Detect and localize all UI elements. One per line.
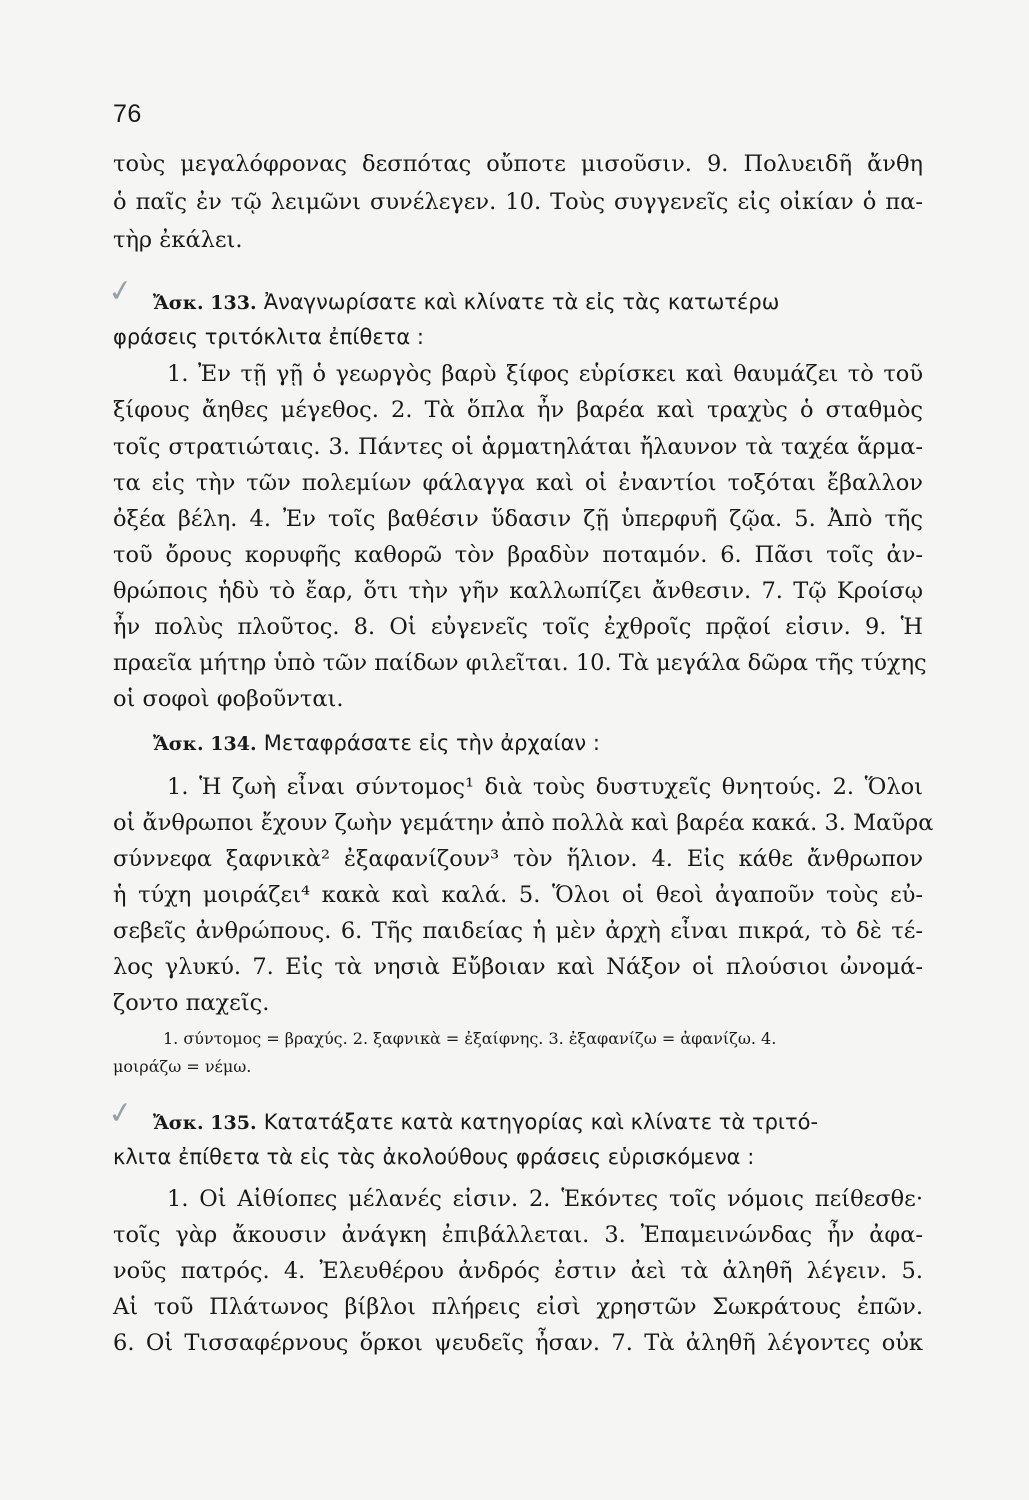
text-line: 1. Οἱ Αἰθίοπες μέλανές εἰσιν. 2. Ἑκόντες τοῖς νόμοις πείθεσθε· xyxy=(167,1186,923,1212)
text-line: πραεῖα μήτηρ ὑπὸ τῶν παίδων φιλεῖται. 10. Τὰ μεγάλα δῶρα τῆς τύχης xyxy=(113,650,927,676)
pencil-check-mark-icon: ✓ xyxy=(105,1094,136,1133)
text-line: θρώποις ἡδὺ τὸ ἔαρ, ὅτι τὴν γῆν καλλωπίζει ἄνθεσιν. 7. Τῷ Κροίσῳ xyxy=(113,578,923,604)
footnote-line: μοιράζω = νέμω. xyxy=(113,1057,252,1076)
text-line: ἦν πολὺς πλοῦτος. 8. Οἱ εὐγενεῖς τοῖς ἐχθροῖς πρᾷοί εἰσιν. 9. Ἡ xyxy=(113,614,923,640)
exercise-133-heading xyxy=(153,283,779,322)
exercise-133-title-cont: φράσεις τριτόκλιτα ἐπίθετα : xyxy=(113,325,424,349)
text-line: τοὺς μεγαλόφρονας δεσπότας οὔποτε μισοῦσιν. 9. Πολυειδῆ ἄνθη xyxy=(113,151,923,177)
text-line: τὴρ ἐκάλει. xyxy=(113,227,243,253)
text-line: οἱ ἄνθρωποι ἔχουν ζωὴν γεμάτην ἀπὸ πολλὰ καὶ βαρέα κακά. 3. Μαῦρα xyxy=(113,810,934,836)
text-line: 6. Οἱ Τισσαφέρνους ὅρκοι ψευδεῖς ἦσαν. 7. Τὰ ἀληθῆ λέγοντες οὐκ xyxy=(113,1330,923,1356)
text-line: σύννεφα ξαφνικὰ² ἐξαφανίζουν³ τὸν ἥλιον. 4. Εἰς κάθε ἄνθρωπον xyxy=(113,846,923,872)
text-line: ξίφους ἄηθες μέγεθος. 2. Τὰ ὅπλα ἦν βαρέα καὶ τραχὺς ὁ σταθμὸς xyxy=(113,397,923,423)
text-line: ζοντο παχεῖς. xyxy=(113,990,270,1016)
text-line: τοῖς γὰρ ἄκουσιν ἀνάγκη ἐπιβάλλεται. 3. Ἐπαμεινώνδας ἦν ἀφα- xyxy=(113,1222,923,1248)
text-line: νοῦς πατρός. 4. Ἐλευθέρου ἀνδρός ἐστιν ἀεὶ τὰ ἀληθῆ λέγειν. 5. xyxy=(113,1258,923,1284)
footnote-line: 1. σύντομος = βραχύς. 2. ξαφνικὰ = ἐξαίφνης. 3. ἐξαφανίζω = ἀφανίζω. 4. xyxy=(163,1029,777,1048)
text-line: τα εἰς τὴν τῶν πολεμίων φάλαγγα καὶ οἱ ἐναντίοι τοξόται ἔβαλλον xyxy=(113,470,923,496)
exercise-133-title: Ἀναγνωρίσατε καὶ κλίνατε τὰ εἰς τὰς κατωτέρω xyxy=(263,290,780,314)
text-line: τοῦ ὄρους κορυφῆς καθορῶ τὸν βραδὺν ποταμόν. 6. Πᾶσι τοῖς ἀν- xyxy=(113,542,923,568)
text-line: τοῖς στρατιώταις. 3. Πάντες οἱ ἁρματηλάται ἤλαυνον τὰ ταχέα ἅρμα- xyxy=(113,434,923,460)
exercise-135-heading xyxy=(153,1103,818,1142)
text-line: ὀξέα βέλη. 4. Ἐν τοῖς βαθέσιν ὕδασιν ζῇ ὑπερφυῆ ζῷα. 5. Ἀπὸ τῆς xyxy=(113,506,923,532)
text-line: 1. Ἡ ζωὴ εἶναι σύντομος¹ διὰ τοὺς δυστυχεῖς θνητούς. 2. Ὅλοι xyxy=(167,774,923,800)
exercise-134-label: Ἄσκ. 134. xyxy=(153,733,257,755)
page-number: 76 xyxy=(113,100,142,128)
exercise-135-label: Ἄσκ. 135. xyxy=(153,1112,257,1134)
text-line: 1. Ἐν τῇ γῇ ὁ γεωργὸς βαρὺ ξίφος εὑρίσκει καὶ θαυμάζει τὸ τοῦ xyxy=(167,361,923,387)
text-line: λος γλυκύ. 7. Εἰς τὰ νησιὰ Εὔβοιαν καὶ Νάξον οἱ πλούσιοι ὠνομά- xyxy=(113,954,923,980)
text-line: ὁ παῖς ἐν τῷ λειμῶνι συνέλεγεν. 10. Τοὺς συγγενεῖς εἰς οἰκίαν ὁ πα- xyxy=(113,189,923,215)
pencil-check-mark-icon: ✓ xyxy=(105,272,136,311)
text-line: σεβεῖς ἀνθρώπους. 6. Τῆς παιδείας ἡ μὲν ἀρχὴ εἶναι πικρά, τὸ δὲ τέ- xyxy=(113,918,923,944)
exercise-133-label: Ἄσκ. 133. xyxy=(153,292,257,314)
exercise-135-title-cont: κλιτα ἐπίθετα τὰ εἰς τὰς ἀκολούθους φράσεις εὑρισκόμενα : xyxy=(113,1145,755,1169)
exercise-134-title: Μεταφράσατε εἰς τὴν ἀρχαίαν : xyxy=(263,731,600,755)
text-line: οἱ σοφοὶ φοβοῦνται. xyxy=(113,686,344,712)
exercise-134-heading xyxy=(153,724,600,763)
exercise-135-title: Κατατάξατε κατὰ κατηγορίας καὶ κλίνατε τὰ τριτό- xyxy=(263,1110,819,1134)
text-line: Αἱ τοῦ Πλάτωνος βίβλοι πλήρεις εἰσὶ χρηστῶν Σωκράτους ἐπῶν. xyxy=(113,1294,923,1320)
text-line: ἡ τύχη μοιράζει⁴ κακὰ καὶ καλά. 5. Ὅλοι οἱ θεοὶ ἀγαποῦν τοὺς εὐ- xyxy=(113,882,923,908)
